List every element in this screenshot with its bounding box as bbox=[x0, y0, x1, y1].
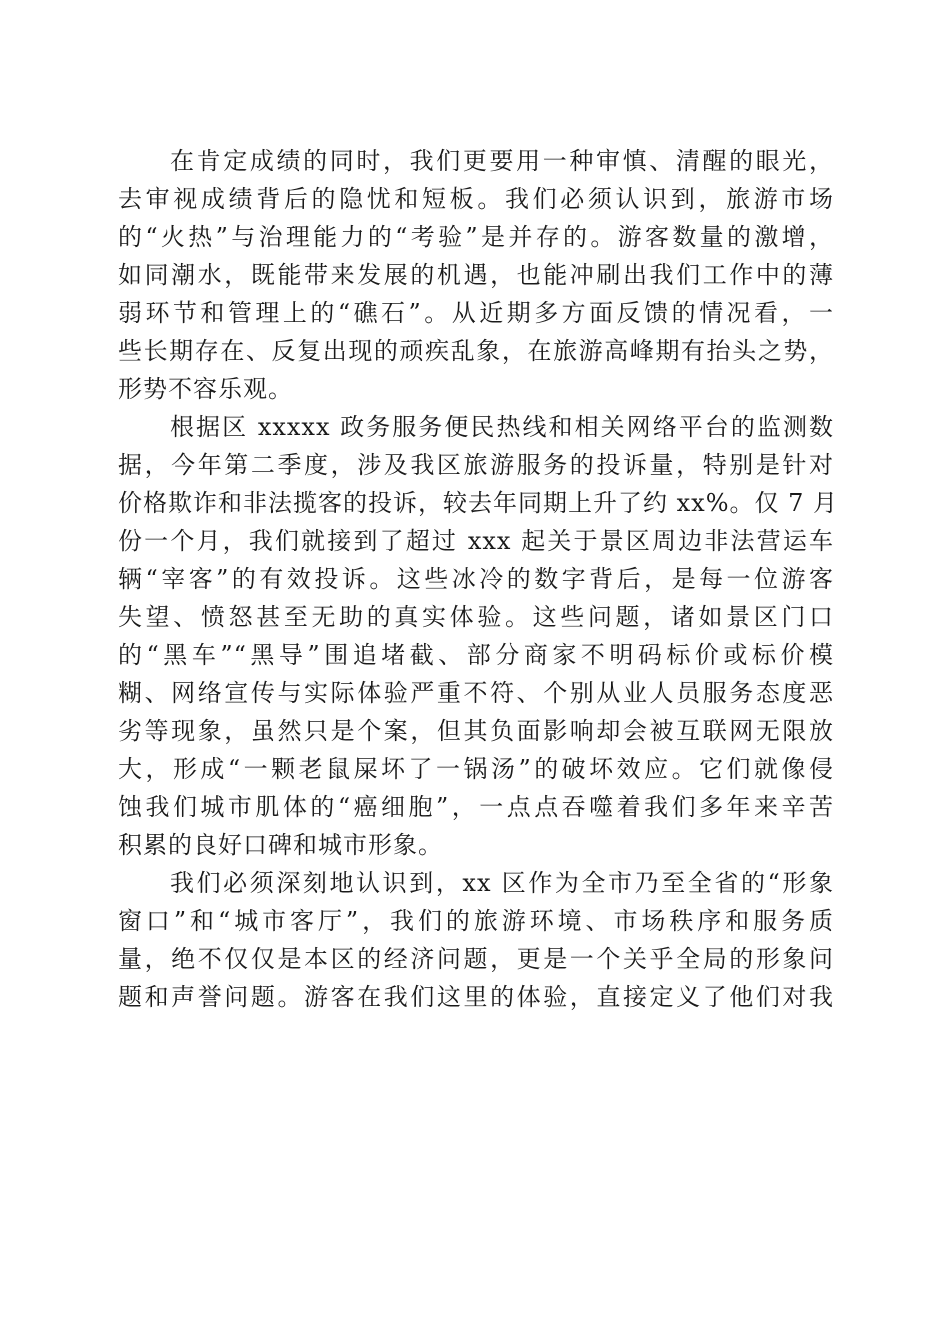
paragraph-2 bbox=[118, 408, 839, 864]
text-line: 的“黑车”“黑导”围追堵截、部分商家不明码标价或标价模 bbox=[118, 641, 834, 669]
text-line: 去审视成绩背后的隐忧和短板。我们必须认识到，旅游市场 bbox=[118, 185, 834, 213]
text-line: 份一个月，我们就接到了超过 xxx 起关于景区周边非法营运车 bbox=[118, 527, 834, 555]
text-line: 我们必须深刻地认识到，xx 区作为全市乃至全省的“形象 bbox=[170, 869, 834, 897]
text-line: 形势不容乐观。 bbox=[118, 375, 293, 403]
paragraph-3 bbox=[118, 864, 834, 1016]
text-line: 量，绝不仅仅是本区的经济问题，更是一个关乎全局的形象问 bbox=[118, 945, 834, 973]
text-line: 积累的良好口碑和城市形象。 bbox=[118, 831, 443, 859]
text-line: 如同潮水，既能带来发展的机遇，也能冲刷出我们工作中的薄 bbox=[118, 261, 834, 289]
text-line: 失望、愤怒甚至无助的真实体验。这些问题，诸如景区门口 bbox=[118, 603, 834, 631]
paragraph-1 bbox=[118, 142, 834, 408]
text-line: 些长期存在、反复出现的顽疾乱象，在旅游高峰期有抬头之势， bbox=[118, 337, 834, 365]
text-line: 价格欺诈和非法揽客的投诉，较去年同期上升了约 xx%。仅 7 月 bbox=[118, 489, 839, 517]
text-line: 辆“宰客”的有效投诉。这些冰冷的数字背后，是每一位游客 bbox=[118, 565, 834, 593]
text-line: 在肯定成绩的同时，我们更要用一种审慎、清醒的眼光， bbox=[170, 147, 834, 175]
text-line: 大，形成“一颗老鼠屎坏了一锅汤”的破坏效应。它们就像侵 bbox=[118, 755, 834, 783]
text-line: 糊、网络宣传与实际体验严重不符、个别从业人员服务态度恶 bbox=[118, 679, 834, 707]
text-line: 窗口”和“城市客厅”，我们的旅游环境、市场秩序和服务质 bbox=[118, 907, 834, 935]
text-line: 题和声誉问题。游客在我们这里的体验，直接定义了他们对我 bbox=[118, 983, 834, 1011]
text-line: 根据区 xxxxx 政务服务便民热线和相关网络平台的监测数 bbox=[170, 413, 834, 441]
text-line: 弱环节和管理上的“礁石”。从近期多方面反馈的情况看，一 bbox=[118, 299, 834, 327]
text-line: 蚀我们城市肌体的“癌细胞”，一点点吞噬着我们多年来辛苦 bbox=[118, 793, 834, 821]
document-body bbox=[118, 142, 839, 1016]
text-line: 的“火热”与治理能力的“考验”是并存的。游客数量的激增， bbox=[118, 223, 834, 251]
text-line: 据，今年第二季度，涉及我区旅游服务的投诉量，特别是针对 bbox=[118, 451, 834, 479]
text-line: 劣等现象，虽然只是个案，但其负面影响却会被互联网无限放 bbox=[118, 717, 834, 745]
